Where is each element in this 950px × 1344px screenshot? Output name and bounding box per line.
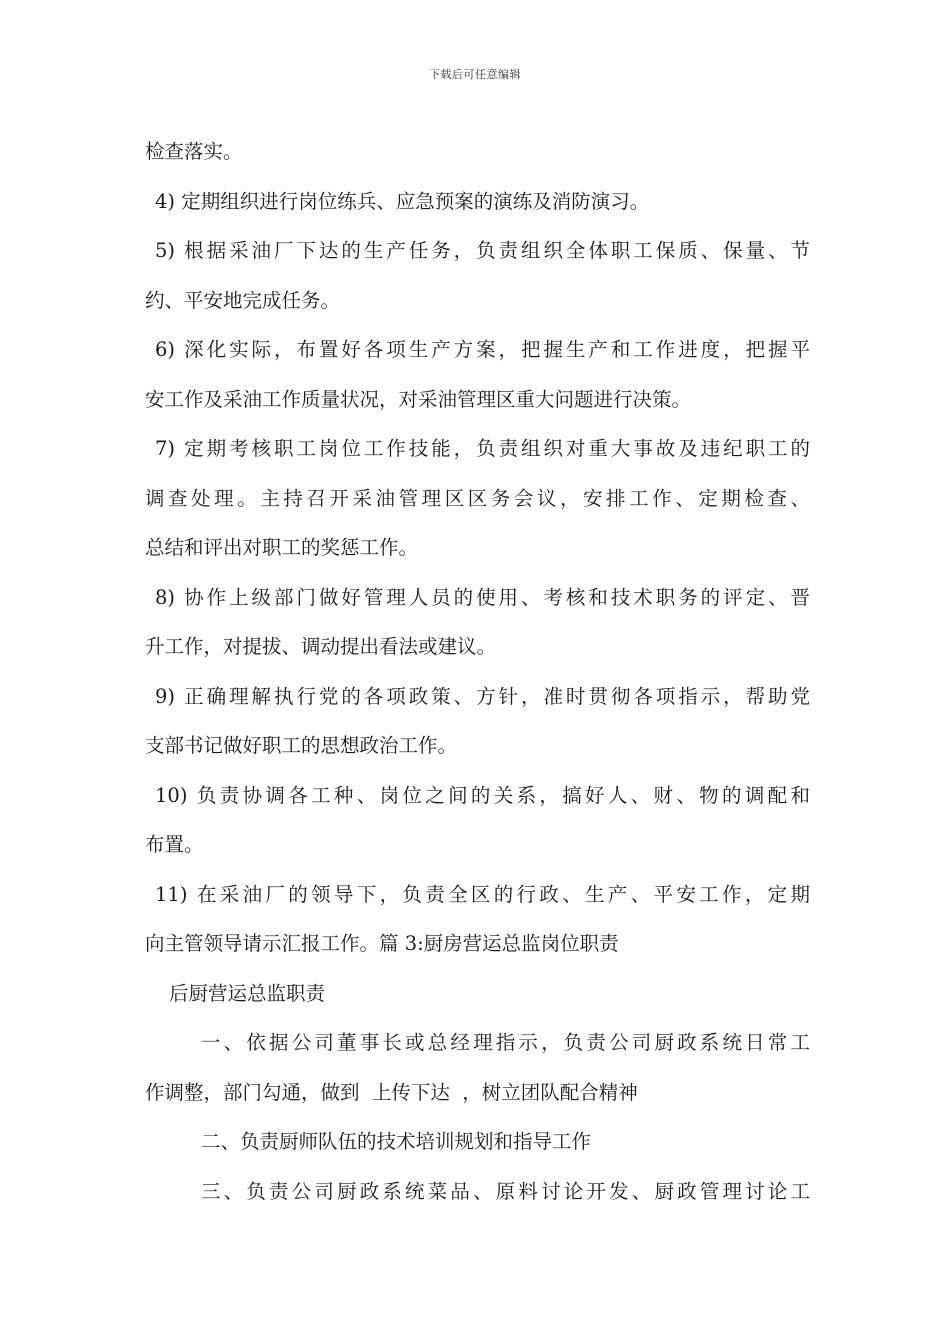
paragraph-line: 7) 定期考核职工岗位工作技能，负责组织对重大事故及违纪职工的 xyxy=(155,437,810,460)
paragraph-line: 作调整，部门勾通，做到 上传下达 ，树立团队配合精神 xyxy=(145,1080,638,1104)
paragraph-line: 升工作，对提拔、调动提出看法或建议。 xyxy=(145,635,497,658)
paragraph-line: 检查落实。 xyxy=(145,140,243,163)
paragraph-line: 10) 负责协调各工种、岗位之间的关系，搞好人、财、物的调配和 xyxy=(155,783,810,807)
paragraph-line: 一、依据公司董事长或总经理指示，负责公司厨政系统日常工 xyxy=(201,1031,810,1054)
paragraph-line: 二、负责厨师队伍的技术培训规划和指导工作 xyxy=(201,1130,592,1153)
paragraph-line: 11) 在采油厂的领导下，负责全区的行政、生产、平安工作，定期 xyxy=(155,882,810,906)
paragraph-line: 向主管领导请示汇报工作。篇 3:厨房营运总监岗位职责 xyxy=(145,932,619,955)
paragraph-line: 布置。 xyxy=(145,833,204,856)
paragraph-line: 8) 协作上级部门做好管理人员的使用、考核和技术职务的评定、晋 xyxy=(155,585,810,609)
paragraph-line: 安工作及采油工作质量状况，对采油管理区重大问题进行决策。 xyxy=(145,387,692,411)
paragraph-line: 9) 正确理解执行党的各项政策、方针，准时贯彻各项指示，帮助党 xyxy=(155,684,810,708)
paragraph-line: 总结和评出对职工的奖惩工作。 xyxy=(145,536,419,559)
paragraph-line: 约、平安地完成任务。 xyxy=(145,288,341,312)
paragraph-line: 6) 深化实际，布置好各项生产方案，把握生产和工作进度，把握平 xyxy=(155,338,810,361)
paragraph-line: 5) 根据采油厂下达的生产任务，负责组织全体职工保质、保量、节 xyxy=(155,239,810,262)
paragraph-line: 4) 定期组织进行岗位练兵、应急预案的演练及消防演习。 xyxy=(155,189,650,213)
document-body xyxy=(145,132,810,1221)
paragraph-line: 支部书记做好职工的思想政治工作。 xyxy=(145,734,458,757)
paragraph-line: 三、负责公司厨政系统菜品、原料讨论开发、厨政管理讨论工 xyxy=(201,1179,810,1203)
page-header: 下载后可任意编辑 xyxy=(429,68,521,81)
paragraph-line: 调查处理。主持召开采油管理区区务会议，安排工作、定期检查、 xyxy=(145,486,810,510)
section-heading: 后厨营运总监职责 xyxy=(169,981,326,1005)
